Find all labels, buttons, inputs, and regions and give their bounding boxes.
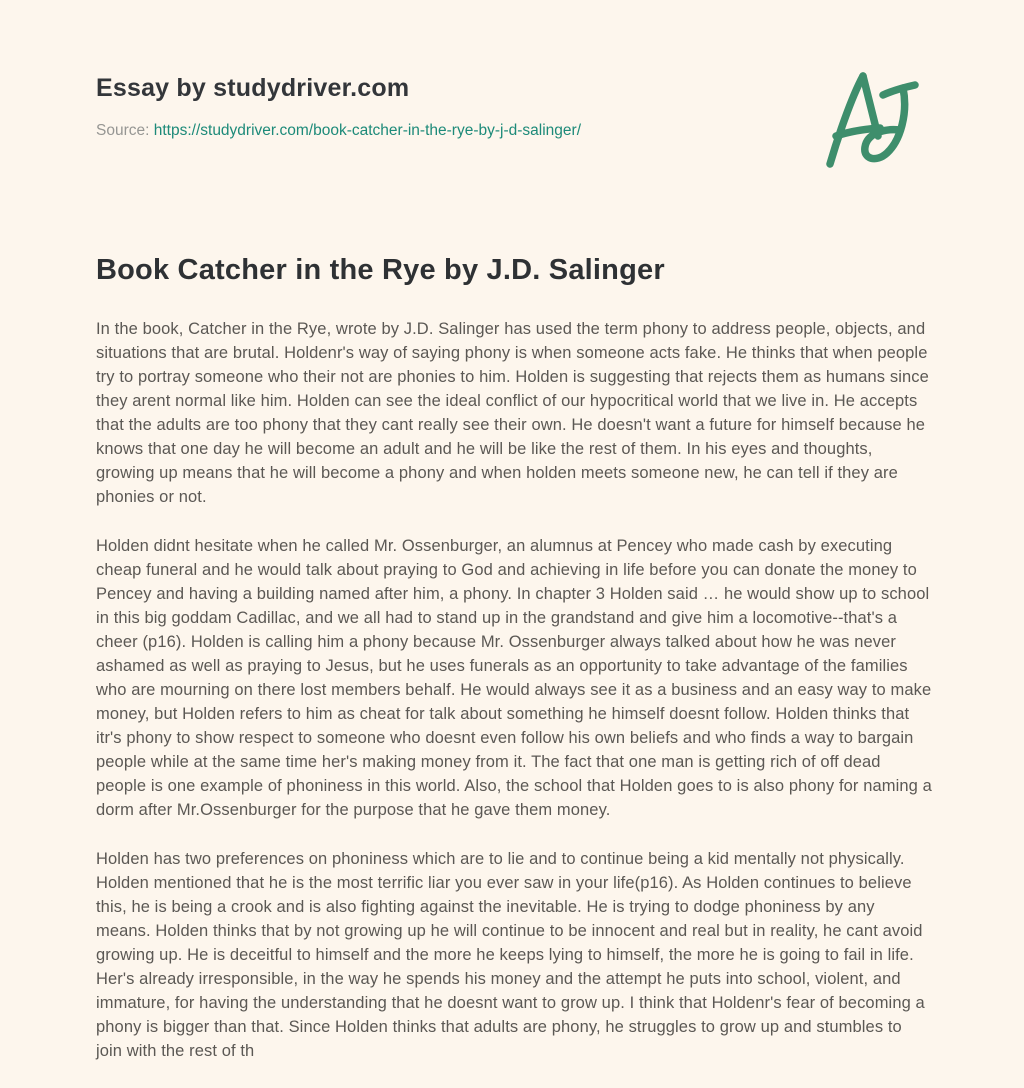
page-title: Essay by studydriver.com — [96, 74, 410, 102]
source-label: Source: — [96, 122, 150, 139]
paragraph-1: In the book, Catcher in the Rye, wrote by J.D. Salinger has used the term phony to address people, objects, and situations that are brutal. Holdenr's way of saying phony is when someone acts fake. He thinks that when people try to portray someone who their not are phonies to him. Holden is suggesting that rejects them as humans since they arent normal like him. Holden can see the ideal conflict of our hypocritical world that we live in. He accepts that the adults are too phony that they cant really see their own. He doesn't want a future for himself because he knows that one day he will become an adult and he will be like the rest of them. In his eyes and thoughts, growing up means that he will become a phony and when holden meets someone new, he can tell if they are phonies or not. — [96, 320, 929, 506]
article-title: Book Catcher in the Rye by J.D. Salinger — [96, 254, 665, 286]
a-plus-logo-icon — [820, 64, 920, 174]
source-link[interactable]: https://studydriver.com/book-catcher-in-the-rye-by-j-d-salinger/ — [153, 122, 581, 139]
article — [96, 254, 932, 1088]
paragraph-2: Holden didnt hesitate when he called Mr. Ossenburger, an alumnus at Pencey who made cash by executing cheap funeral and he would talk about praying to God and achieving in life before you can donate the money to Pencey and having a building named after him, a phony. In chapter 3 Holden said … he would show up to school in this big goddam Cadillac, and we all had to stand up in the grandstand and give him a locomotive--that's a cheer (p16). Holden is calling him a phony because Mr. Ossenburger always talked about how he was never ashamed as well as praying to Jesus, but he uses funerals as an opportunity to take advantage of the families who are mourning on there lost members behalf. He would always see it as a business and an easy way to make money, but Holden refers to him as cheat for talk about something he himself doesnt follow. Holden thinks that itr's phony to show respect to someone who doesnt even follow his own beliefs and who finds a way to bargain people while at the same time her's making money from it. The fact that one man is getting rich of off dead people is one example of phoniness in this world. Also, the school that Holden goes to is also phony for naming a dorm after Mr.Ossenburger for the purpose that he gave them money. — [96, 537, 932, 819]
source-line — [96, 122, 581, 140]
paragraph-3: Holden has two preferences on phoniness which are to lie and to continue being a kid mentally not physically. Holden mentioned that he is the most terrific liar you ever saw in your life(p16). As Holden continues to believe this, he is being a crook and is also fighting against the inevitable. He is trying to dodge phoniness by any means. Holden thinks that by not growing up he will continue to be innocent and real but in reality, he cant avoid growing up. He is deceitful to himself and the more he keeps lying to himself, the more he is going to fail in life. Her's already irresponsible, in the way he spends his money and the attempt he puts into school, violent, and immature, for having the understanding that he doesnt want to grow up. I think that Holdenr's fear of becoming a phony is bigger than that. Since Holden thinks that adults are phony, he struggles to grow up and stumbles to join with the rest of th — [96, 850, 925, 1060]
